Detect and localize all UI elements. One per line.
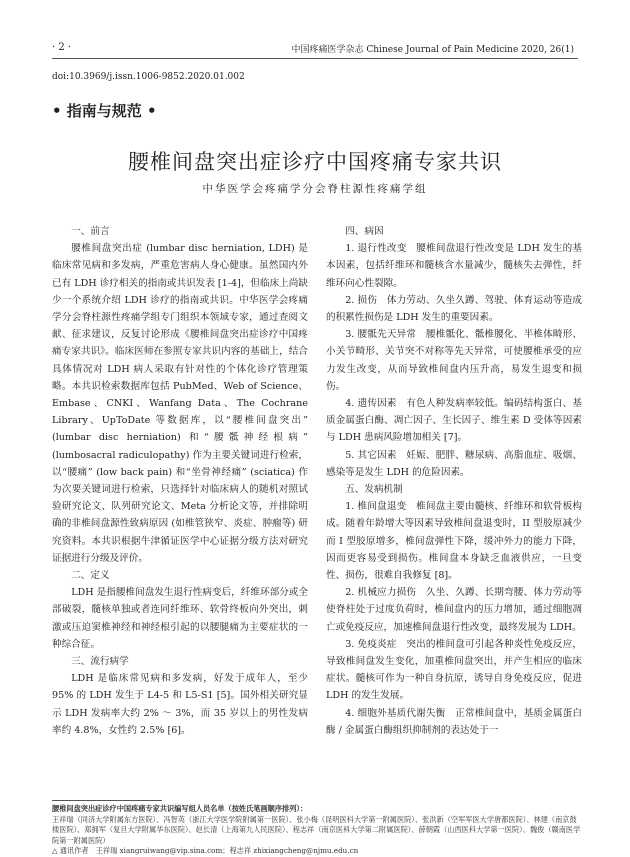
right-column bbox=[326, 223, 582, 739]
section-heading: 三、流行病学 bbox=[71, 656, 129, 668]
paragraph: 2. 损伤 体力劳动、久坐久蹲、驾驶、体育运动等造成的积累性损伤是 LDH 发生的重要因素。 bbox=[326, 294, 582, 324]
paragraph: LDH 是临床常见病和多发病，好发于成年人，至少 95% 的 LDH 发生于 L4-5 和 L5-S1 [5]。国外相关研究显示 LDH 发病率大约 2% ～ 3%，而 35 岁以上的男性发病率约 4.8%，女性约 2.5% [6]。 bbox=[52, 673, 308, 736]
footnote bbox=[52, 804, 582, 857]
paragraph: 4. 细胞外基质代谢失衡 正常椎间盘中，基质金属蛋白酶 / 金属蛋白酶组织抑制剂的表达处于一 bbox=[326, 707, 582, 736]
paragraph: 4. 遗传因素 有色人种发病率较低。编码结构蛋白、基质金属蛋白酶、凋亡因子、生长因子、维生素 D 受体等因素与 LDH 患病风险增加相关 [7]。 bbox=[326, 398, 582, 444]
paragraph: 3. 腰骶先天异常 腰椎骶化、骶椎腰化、半椎体畸形、小关节畸形、关节突不对称等先天异常，可使腰椎承受的应力发生改变，从而导致椎间盘内压升高，易发生退变和损伤。 bbox=[326, 329, 582, 392]
section-label: • 指南与规范 • bbox=[52, 102, 157, 120]
doi: doi:10.3969/j.issn.1006-9852.2020.01.002 bbox=[52, 72, 245, 82]
footnote-heading: 腰椎间盘突出症诊疗中国疼痛专家共识编写组人员名单（按姓氏笔画顺序排列）： bbox=[52, 804, 308, 813]
paragraph: 3. 免疫炎症 突出的椎间盘可引起各种炎性免疫反应，导致椎间盘发生变化，加重椎间盘突出，并产生相应的临床症状。髓核可作为一种自身抗原，诱导自身免疫反应，促进 LDH 的发生发展。 bbox=[326, 638, 582, 702]
journal-running-head: 中国疼痛医学杂志 Chinese Journal of Pain Medicine 2020, 26(1) bbox=[291, 45, 574, 55]
section-heading: 五、发病机制 bbox=[345, 484, 403, 496]
paragraph: 腰椎间盘突出症 (lumbar disc herniation, LDH) 是临床常见病和多发病，严重危害病人身心健康。虽然国内外已有 LDH 诊疗相关的指南或共识发表 [1-4]，但临床上尚缺少一个系统介绍 LDH 诊疗的指南或共识。中华医学会疼痛学分会脊柱源性疼痛学组专门组织本领域专家，通过查阅文献、征求建议，反复讨论形成《腰椎间盘突出症诊疗中国疼痛专家共识》。临床医师在参照专家共识内容的基础上，结合具体情况对 LDH 病人采取有针对性的个体化诊疗管理策略。本共识检索数据库包括 PubMed、Web of Science、Embase、CNKI、Wanfang Data、The Cochrane Library、UpToDate 等数据库，以“腰椎间盘突出” (lumbar disc herniation) 和“腰骶神经根病” (lumbosacral radiculopathy) 作为主要关键词进行检索，以“腰痛” (low back pain) 和“坐骨神经痛” (sciatica) 作为次要关键词进行检索，只选择针对临床病人的随机对照试验研究论文、队列研究论文、Meta 分析论文等，并排除明确的非椎间盘源性致病原因 (如椎管狭窄、炎症、肿瘤等) 研究资料。本共识根据牛津循证医学中心证据分级方法对研究证据进行分级及评价。 bbox=[52, 243, 308, 564]
article-title: 腰椎间盘突出症诊疗中国疼痛专家共识 bbox=[128, 150, 502, 174]
paragraph: LDH 是指腰椎间盘发生退行性病变后，纤维环部分或全部破裂，髓核单独或者连同纤维环、软骨终板向外突出，刺激或压迫窦椎神经和神经根引起的以腰腿痛为主要症状的一种综合征。 bbox=[52, 587, 308, 650]
paragraph: 5. 其它因素 妊娠、肥胖、糖尿病、高脂血症、吸烟、感染等是发生 LDH 的危险因素。 bbox=[326, 449, 582, 478]
footnote-members: 王祥瑞（同济大学附属东方医院）、冯智英（浙江大学医学院附属第一医院）、张小梅（昆明医科大学第一附属医院）、张洪新（空军军医大学唐都医院）、林建（南京鼓楼医院）、郑拥军（复旦大学附属华东医院）、赵长清（上海第九人民医院）、程志祥（南京医科大学第二附属医院）、薛朝霞（山西医科大学第一医院）、魏俊（赣南医学院第一附属医院） bbox=[52, 814, 581, 845]
section-heading: 四、病因 bbox=[345, 226, 384, 237]
header-rule bbox=[52, 58, 578, 59]
paragraph: 2. 机械应力损伤 久坐、久蹲、长期弯腰、体力劳动等使脊柱处于过度负荷时，椎间盘内的压力增加，通过细胞凋亡或免疫反应，加速椎间盘退行性改变，最终发展为 LDH。 bbox=[326, 587, 582, 633]
paragraph: 1. 椎间盘退变 椎间盘主要由髓核、纤维环和软骨板构成。随着年龄增大等因素导致椎间盘退变时，II 型胶原减少而 I 型胶原增多，椎间盘弹性下降，缓冲外力的能力下降，因而更容易受到损伤。椎间盘本身缺乏血液供应，一旦变性、损伤，很难自我修复 [8]。 bbox=[326, 501, 582, 582]
section-heading: 一、前言 bbox=[71, 226, 110, 237]
footnote-rule bbox=[52, 800, 162, 801]
page-number: · 2 · bbox=[52, 42, 72, 53]
section-heading: 二、定义 bbox=[71, 570, 110, 582]
footnote-contact: △ 通讯作者 王祥瑞 xiangruiwang@vip.sina.com；程志祥 zhixiangcheng@njmu.edu.cn bbox=[52, 846, 359, 855]
article-author: 中华医学会疼痛学分会脊柱源性疼痛学组 bbox=[202, 183, 428, 195]
left-column bbox=[52, 223, 308, 739]
paragraph: 1. 退行性改变 腰椎间盘退行性改变是 LDH 发生的基本因素，包括纤维环和髓核含水量减少，髓核失去弹性，纤维环向心性裂隙。 bbox=[326, 243, 582, 289]
